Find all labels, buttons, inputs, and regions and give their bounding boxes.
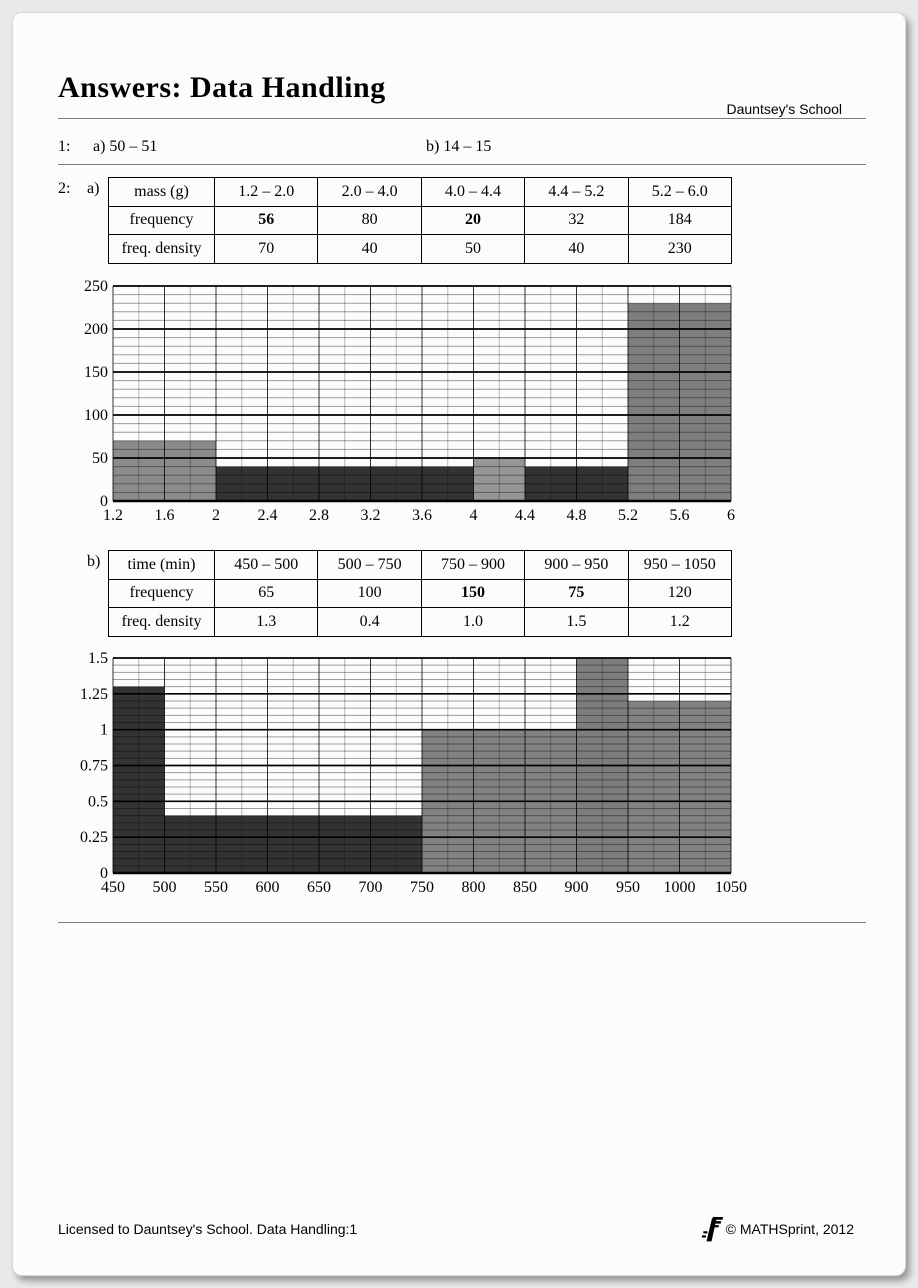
y-tick-label: 1 [100,721,108,739]
y-tick-label: 250 [84,278,108,295]
footer-copyright [701,1215,854,1242]
table-cell: 150 [421,579,524,608]
question-1-number: 1: [58,138,71,155]
table-cell: 230 [628,235,731,264]
table-cell: 950 – 1050 [628,551,731,580]
table-cell: 1.5 [525,608,628,637]
license-text: Licensed to Dauntsey's School. Data Handling:1 [58,1221,358,1237]
table-cell: 40 [318,235,421,264]
x-tick-label: 750 [410,879,434,896]
table-cell: 1.0 [421,608,524,637]
table-row [109,551,732,580]
table-cell: 100 [318,579,421,608]
table-cell: 65 [215,579,318,608]
x-tick-label: 950 [616,879,640,896]
table-cell: 32 [525,206,628,235]
table-row [109,178,732,207]
y-tick-label: 150 [84,364,108,381]
y-tick-label: 50 [92,450,108,467]
table-cell: 184 [628,206,731,235]
histogram-a [57,272,749,528]
table-cell: 20 [421,206,524,235]
x-tick-label: 600 [255,879,280,896]
y-tick-label: 100 [84,407,108,424]
x-tick-label: 1.2 [103,507,123,524]
x-tick-label: 450 [101,879,125,896]
table-row-header: freq. density [109,235,215,264]
x-tick-label: 800 [461,879,486,896]
histogram-b [57,644,749,900]
table-cell: 750 – 900 [421,551,524,580]
x-tick-label: 3.2 [360,507,381,524]
x-tick-label: 850 [513,879,537,896]
divider-rule [58,118,866,119]
y-tick-label: 1.5 [88,650,108,667]
answer-table-b [108,550,732,637]
x-tick-label: 900 [564,879,589,896]
y-tick-label: 0.5 [88,793,108,811]
table-cell: 50 [421,235,524,264]
table-cell: 4.0 – 4.4 [421,178,524,207]
x-tick-label: 3.6 [412,507,432,524]
y-tick-label: 0.25 [80,829,108,847]
table-cell: 450 – 500 [215,551,318,580]
table-row-header: frequency [109,579,215,608]
divider-rule [58,164,866,165]
page-title: Answers: Data Handling [58,71,386,104]
x-tick-label: 700 [358,879,383,896]
question-1-answer-a: a) 50 – 51 [93,138,158,155]
table-cell: 120 [628,579,731,608]
x-tick-label: 650 [307,879,331,896]
x-tick-label: 4.4 [515,507,535,524]
question-2a-label: a) [87,180,100,197]
table-cell: 40 [525,235,628,264]
x-tick-label: 1000 [663,879,696,896]
x-tick-label: 2.4 [257,507,278,524]
table-cell: 70 [215,235,318,264]
x-tick-label: 2 [212,507,220,524]
y-tick-label: 0.75 [80,757,108,775]
x-tick-label: 5.2 [618,507,638,524]
table-cell: 0.4 [318,608,421,637]
x-tick-label: 4.8 [566,507,587,524]
table-cell: 900 – 950 [525,551,628,580]
table-cell: 2.0 – 4.0 [318,178,421,207]
copyright-text: © MATHSprint, 2012 [725,1220,854,1237]
x-tick-label: 4 [469,507,478,524]
x-tick-label: 1050 [715,879,747,896]
y-tick-label: 0 [100,493,108,510]
table-cell: 80 [318,206,421,235]
x-tick-label: 6 [727,507,735,524]
y-tick-label: 1.25 [80,685,108,703]
divider-rule [58,922,866,923]
table-cell: 1.2 – 2.0 [215,178,318,207]
question-1-answer-b: b) 14 – 15 [426,138,492,155]
mathsprint-logo-icon [701,1215,723,1242]
question-2b-label: b) [87,553,101,570]
table-row [109,235,732,264]
table-row-header: freq. density [109,608,215,637]
table-row [109,206,732,235]
table-cell: 4.4 – 5.2 [525,178,628,207]
answer-table-a [108,177,732,264]
table-cell: 5.2 – 6.0 [628,178,731,207]
x-tick-label: 1.6 [154,507,175,524]
x-tick-label: 5.6 [669,507,690,524]
table-cell: 500 – 750 [318,551,421,580]
table-cell: 56 [215,206,318,235]
table-row-header: time (min) [109,551,215,580]
table-row [109,608,732,637]
table-row-header: frequency [109,206,215,235]
table-row [109,579,732,608]
x-tick-label: 500 [152,879,177,896]
x-tick-label: 550 [204,879,228,896]
table-cell: 75 [525,579,628,608]
table-cell: 1.3 [215,608,318,637]
worksheet-page [12,12,906,1276]
x-tick-label: 2.8 [309,507,329,524]
y-tick-label: 200 [84,321,108,338]
y-tick-label: 0 [100,865,108,882]
table-cell: 1.2 [628,608,731,637]
school-name: Dauntsey's School [726,101,842,117]
table-row-header: mass (g) [109,178,215,207]
question-2-number: 2: [58,180,71,197]
